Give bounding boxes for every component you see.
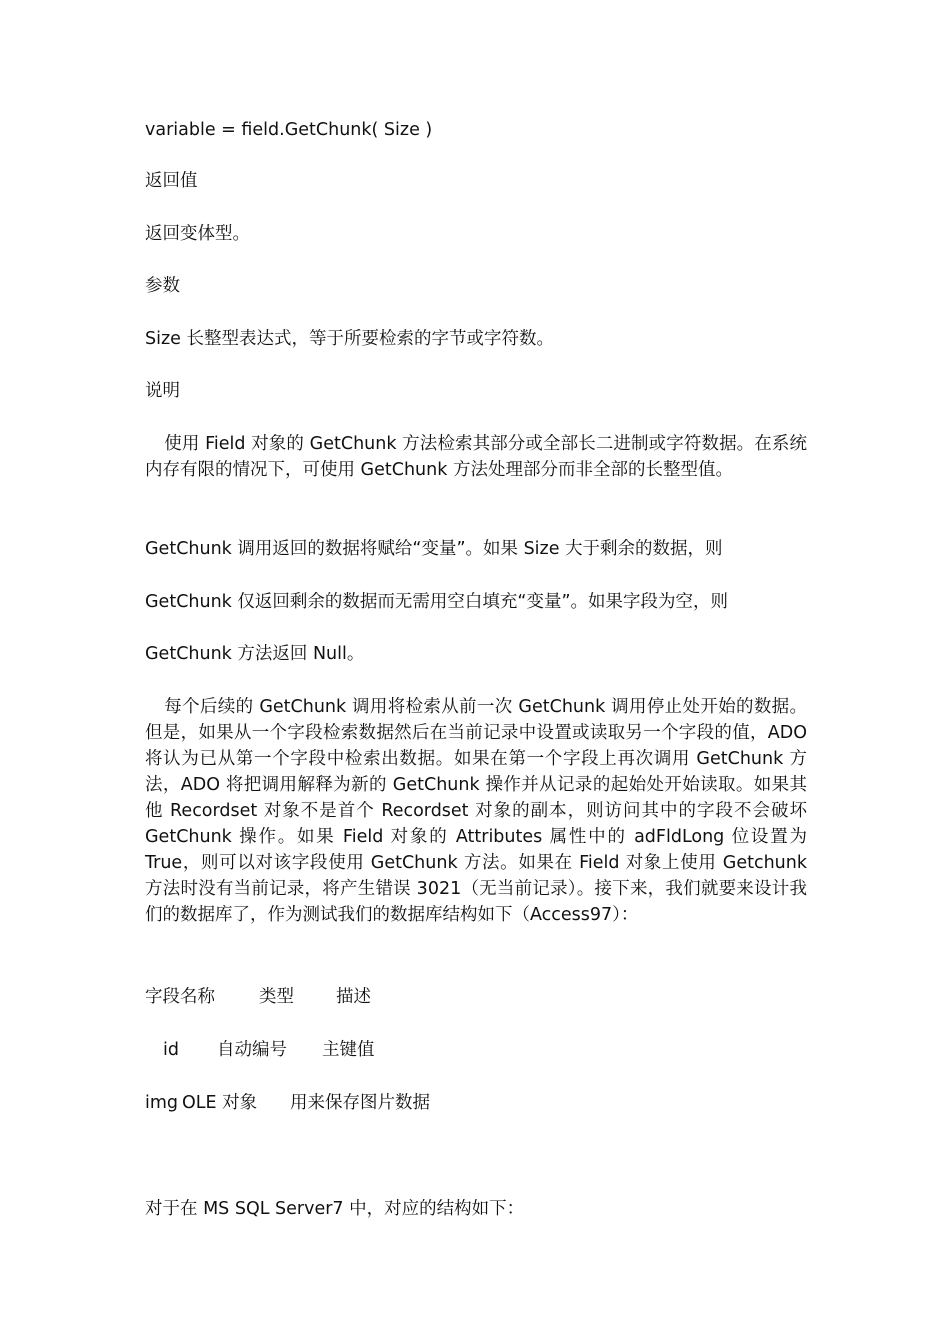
getchunk-line-2: GetChunk 仅返回剩余的数据而无需用空白填充“变量”。如果字段为空，则 [145,592,729,612]
table-row [163,1037,375,1063]
getchunk-line-3: GetChunk 方法返回 Null。 [145,644,365,664]
table-cell-type: OLE 对象 [182,1093,258,1113]
table-header-row [145,984,371,1010]
return-description: 返回变体型。 [145,224,250,244]
syntax-line: variable = field.GetChunk( Size ) [145,120,433,140]
heading-return-value: 返回值 [145,171,198,191]
notes-paragraph-1: 使用 Field 对象的 GetChunk 方法检索其部分或全部长二进制或字符数据。在系统内存有限的情况下，可使用 GetChunk 方法处理部分而非全部的长整型值。 [145,434,807,480]
table-cell-type: 自动编号 [217,1040,287,1060]
table-cell-description: 主键值 [322,1040,375,1060]
notes-paragraph-2: 每个后续的 GetChunk 调用将检索从前一次 GetChunk 调用停止处开始的数据。但是，如果从一个字段检索数据然后在当前记录中设置或读取另一个字段的值，ADO 将认为已从第一个字段中检索出数据。如果在第一个字段上再次调用 GetChunk 方法，ADO 将把调用解释为新的 GetChunk 操作并从记录的起始处开始读取。如果其他 Recordset 对象不是首个 Recordset 对象的副本，则访问其中的字段不会破坏 GetChunk 操作。如果 Field 对象的 Attributes 属性中的 adFldLong 位设置为 True，则可以对该字段使用 GetChunk 方法。如果在 Field 对象上使用 Getchunk 方法时没有当前记录，将产生错误 3021（无当前记录）。接下来，我们就要来设计我们的数据库了，作为测试我们的数据库结构如下（Access97）： [145,697,807,925]
table-header-description: 描述 [336,987,371,1007]
heading-notes: 说明 [145,381,180,401]
table-header-field-name: 字段名称 [145,987,215,1007]
table-header-type: 类型 [259,987,294,1007]
table-row [145,1090,430,1116]
table-cell-description: 用来保存图片数据 [290,1093,430,1113]
sql-server-intro: 对于在 MS SQL Server7 中，对应的结构如下： [145,1199,525,1219]
table-cell-field: id [163,1040,179,1060]
getchunk-line-1: GetChunk 调用返回的数据将赋给“变量”。如果 Size 大于剩余的数据，则 [145,539,723,559]
table-cell-field: img [145,1093,179,1113]
parameter-size: Size 长整型表达式，等于所要检索的字节或字符数。 [145,329,554,349]
heading-parameters: 参数 [145,276,180,296]
